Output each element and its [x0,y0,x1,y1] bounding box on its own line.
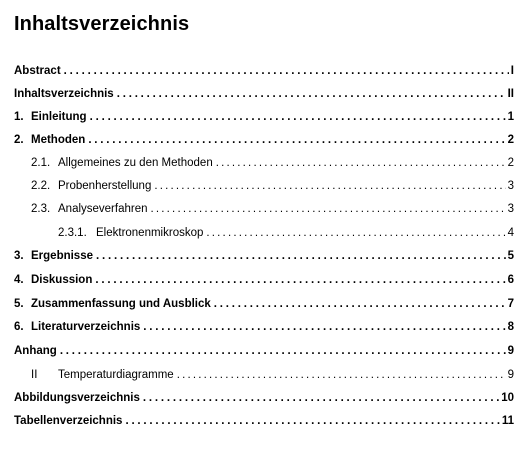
toc-entry-methoden[interactable] [14,132,514,148]
toc-entry-title: Anhang [14,345,57,357]
toc-page-number: 7 [507,298,514,310]
toc-page-number: II [507,88,514,100]
toc-entry-number: 3. [14,250,24,262]
toc-dot-leader [90,109,506,125]
toc-page-number: I [510,65,514,77]
toc-entry-number: 2.3. [31,203,51,215]
toc-dot-leader [60,343,506,359]
toc-dot-leader [64,63,509,79]
toc-entry-zusammenfassung[interactable] [14,296,514,312]
toc-page-number: 2 [507,134,514,146]
toc-entry-literaturverzeichnis[interactable] [14,319,514,335]
toc-entry-abstract[interactable] [14,63,514,79]
toc-dot-leader [177,367,506,383]
toc-entry-diskussion[interactable] [14,272,514,288]
toc-dot-leader [214,296,506,312]
toc-entry-title: Inhaltsverzeichnis [14,88,114,100]
toc-entry-abbildungsverzeichnis[interactable] [14,390,514,406]
toc-dot-leader [154,178,505,194]
toc-page-number: 4 [507,227,514,239]
toc-entry-title: Einleitung [31,111,87,123]
toc-page-number: 2 [507,157,514,169]
toc-entry-title: Elektronenmikroskop [96,227,204,239]
toc-entry-title: Abbildungsverzeichnis [14,392,140,404]
toc-entry-number: 2.1. [31,157,51,169]
toc-entry-title: Diskussion [31,274,93,286]
toc-entry-temperaturdiagramme[interactable] [31,367,514,383]
toc-entry-title: Allgemeines zu den Methoden [58,157,213,169]
toc-entry-analyseverfahren[interactable] [31,201,514,217]
toc-entry-number: 4. [14,274,24,286]
toc-entry-number: 1. [14,111,24,123]
toc-page-number: 8 [507,321,514,333]
toc-entry-inhaltsverzeichnis[interactable] [14,86,514,102]
toc-page-number: 10 [501,392,514,404]
toc-entry-title: Probenherstellung [58,180,152,192]
toc-dot-leader [88,132,505,148]
toc-entry-elektronenmikroskop[interactable] [58,225,514,241]
toc-entry-anhang[interactable] [14,343,514,359]
page-title: Inhaltsverzeichnis [14,13,190,35]
toc-entry-title: Zusammenfassung und Ausblick [31,298,211,310]
toc-dot-leader [125,413,499,429]
toc-entry-title: Tabellenverzeichnis [14,415,123,427]
toc-entry-tabellenverzeichnis[interactable] [14,413,514,429]
toc-entry-number: 2. [14,134,24,146]
toc-entry-title: Abstract [14,65,61,77]
toc-page-number: 3 [507,180,514,192]
toc-page-number: 9 [507,369,514,381]
toc-dot-leader [143,319,505,335]
toc-page-number: 3 [507,203,514,215]
toc-entry-allgemeines[interactable] [31,155,514,171]
toc-dot-leader [206,225,505,241]
toc-entry-number: 2.3.1. [58,227,87,239]
toc-entry-einleitung[interactable] [14,109,514,125]
toc-dot-leader [143,390,499,406]
toc-entry-title: Temperaturdiagramme [58,369,174,381]
toc-dot-leader [151,201,506,217]
toc-page-number: 1 [507,111,514,123]
toc-entry-number: 5. [14,298,24,310]
toc-entry-ergebnisse[interactable] [14,248,514,264]
toc-page-number: 11 [501,415,514,427]
toc-entry-title: Analyseverfahren [58,203,148,215]
toc-entry-probenherstellung[interactable] [31,178,514,194]
toc-entry-title: Methoden [31,134,86,146]
toc-entry-title: Literaturverzeichnis [31,321,141,333]
toc-dot-leader [96,248,506,264]
toc-dot-leader [95,272,505,288]
toc-entry-number: 2.2. [31,180,51,192]
toc-dot-leader [117,86,506,102]
toc-page-number: 9 [507,345,514,357]
toc-page-number: 6 [507,274,514,286]
toc-dot-leader [216,155,506,171]
toc-page-number: 5 [507,250,514,262]
toc-entry-title: Ergebnisse [31,250,93,262]
toc-entry-number: II [31,369,38,381]
toc-entry-number: 6. [14,321,24,333]
